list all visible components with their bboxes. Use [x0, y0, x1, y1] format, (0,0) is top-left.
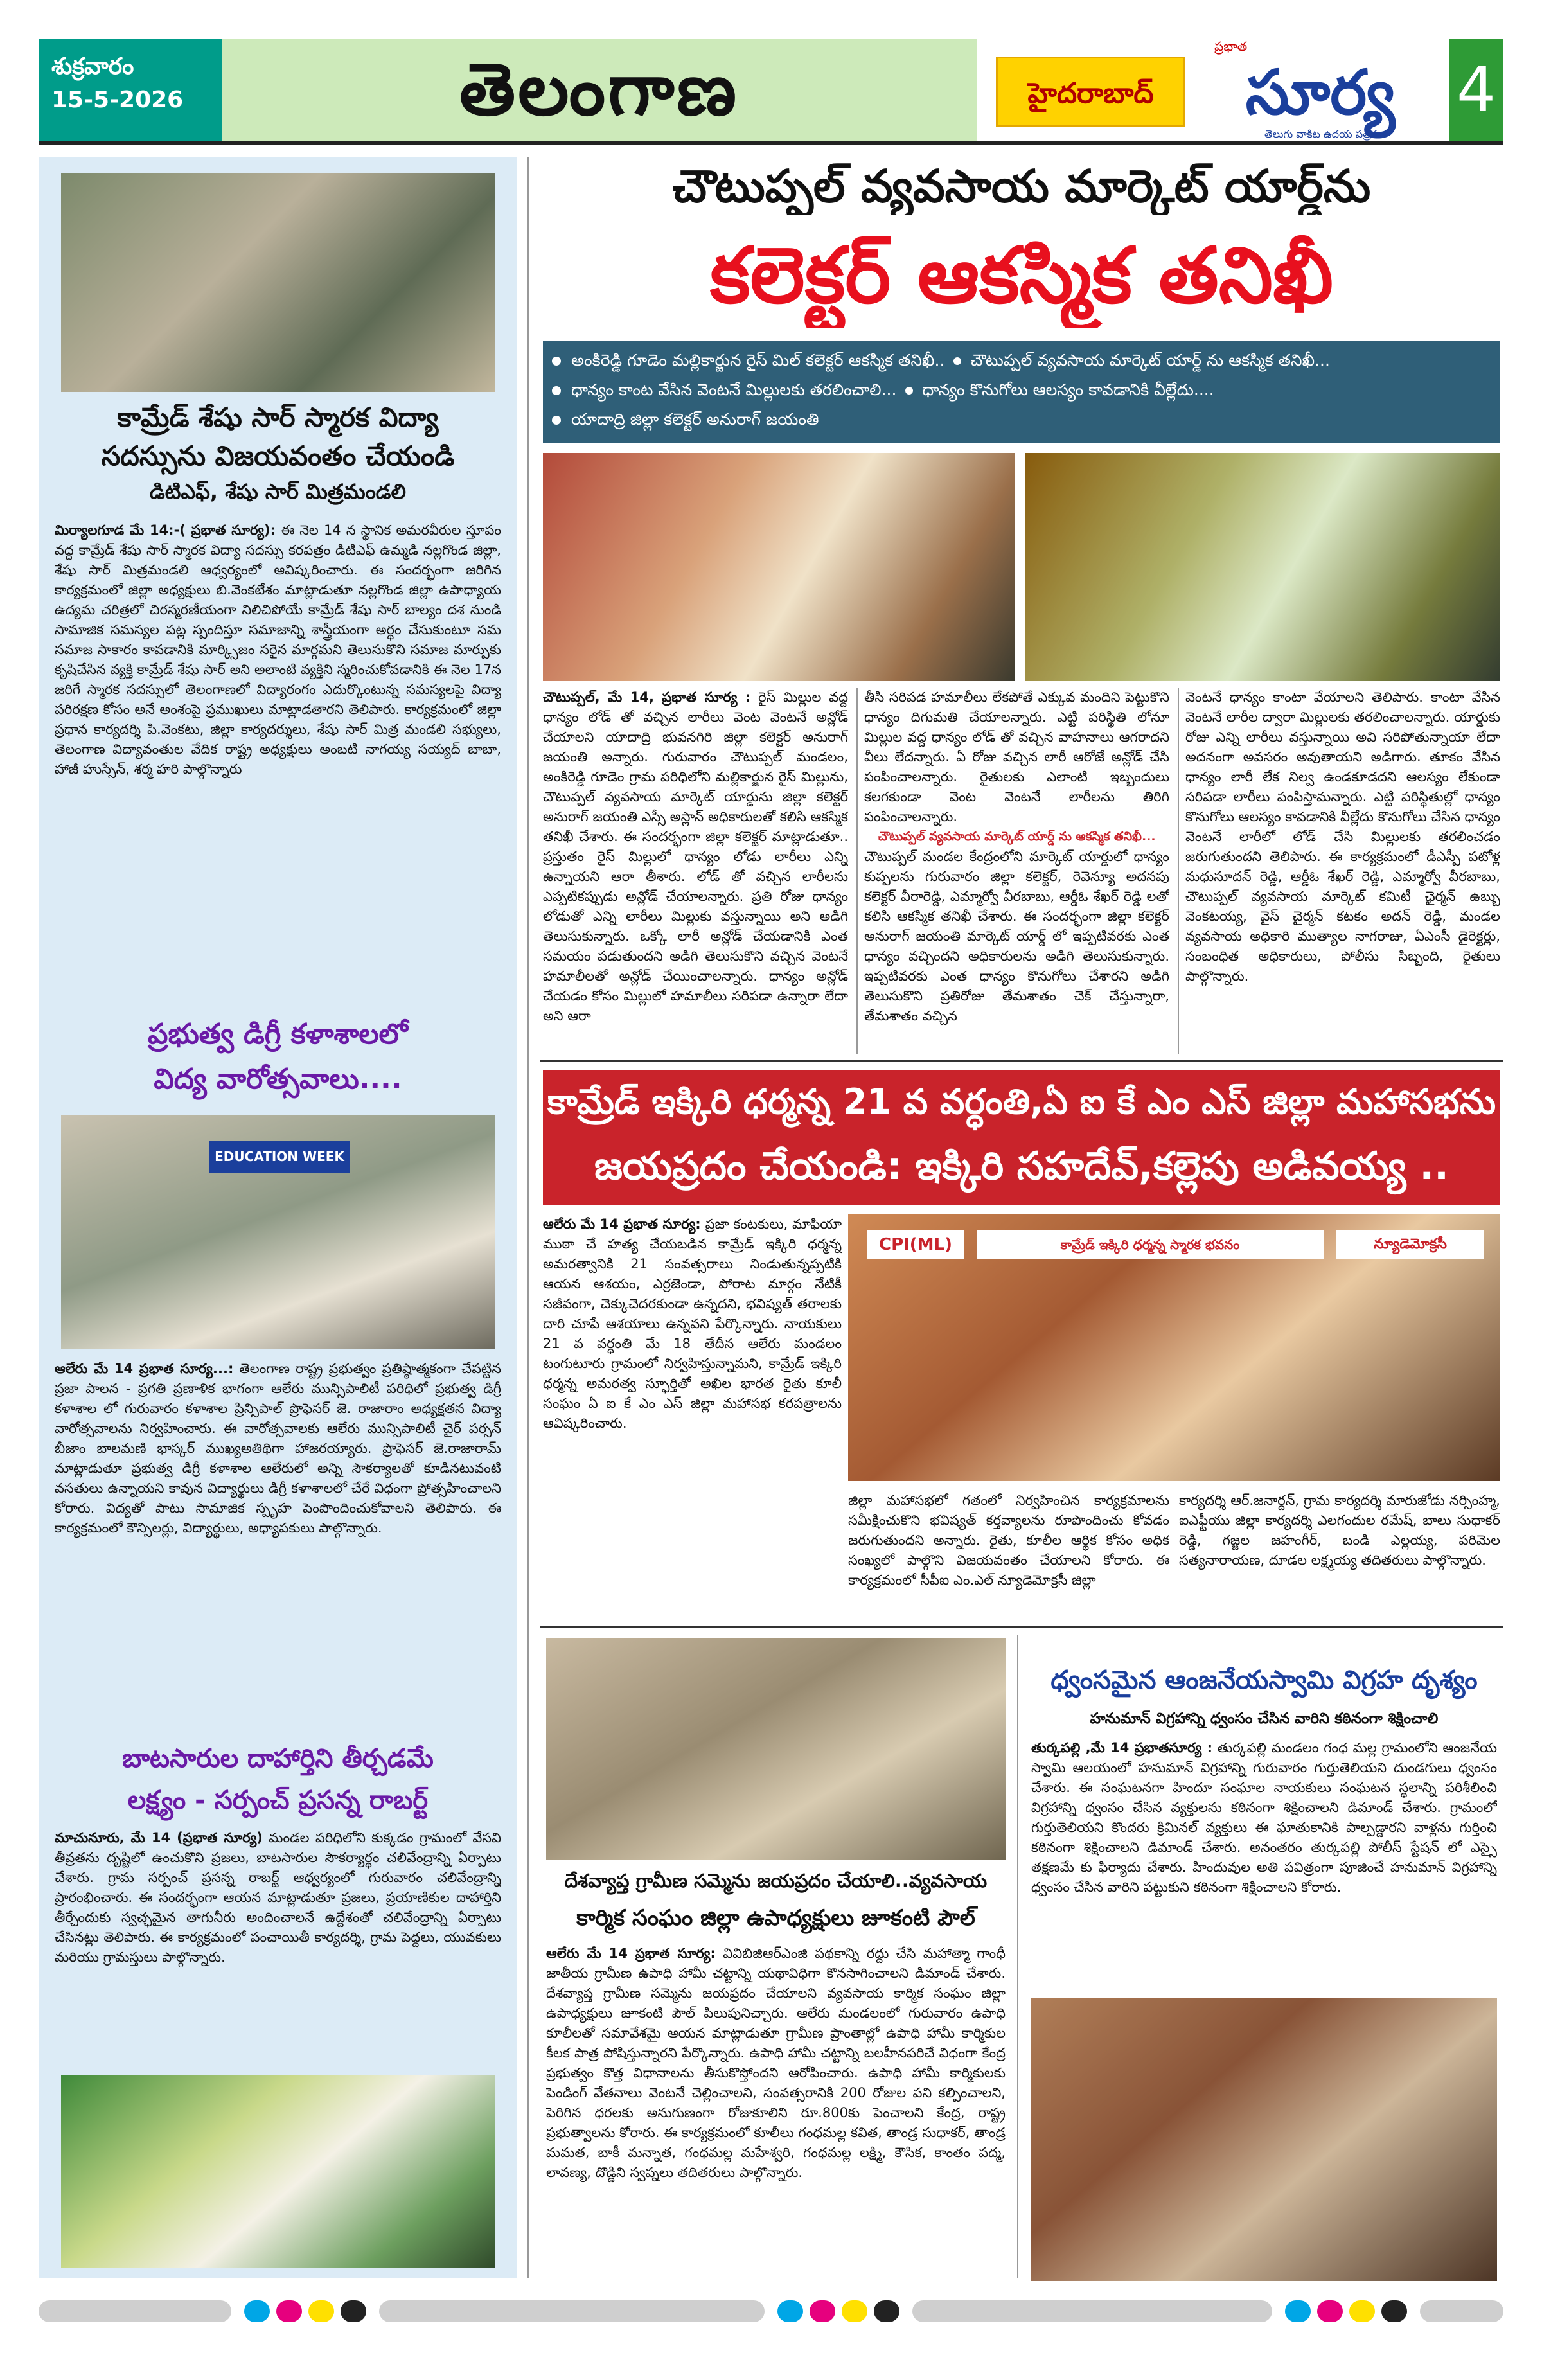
comrade-byline: ఆలేరు మే 14 ప్రభాత సూర్య:	[543, 1216, 701, 1232]
comrade-headline-line2: జయప్రదం చేయండి: ఇక్కిరి సహదేవ్,కల్లెపు అడివయ్య ..	[594, 1144, 1449, 1189]
issue-date: 15-5-2026	[51, 87, 184, 113]
registration-magenta	[276, 2300, 302, 2322]
page-number: 4	[1449, 39, 1503, 141]
lead-byline: చౌటుప్పల్, మే 14, ప్రభాత సూర్య :	[543, 689, 751, 705]
registration-cyan	[244, 2300, 270, 2322]
comrade-headline-banner	[543, 1070, 1500, 1205]
lead-headline-line2: కలెక్టర్ ఆకస్మిక తనిఖీ	[709, 231, 1334, 321]
registration-magenta	[810, 2300, 835, 2322]
comrade-column-1	[543, 1214, 842, 1616]
registration-bar	[379, 2300, 765, 2322]
news-photo-rice-mill	[543, 453, 1015, 681]
highlight-item: యాదాద్రి జిల్లా కలెక్టర్ అనురాగ్ జయంతి	[571, 410, 819, 429]
news-photo-rural-workers	[546, 1638, 1006, 1860]
left-column	[39, 157, 517, 2278]
lead-text-2b: చౌటుప్పల్ మండల కేంద్రంలోని మార్కెట్ యార్డులో ధాన్యం కుప్పలను గురువారం జిల్లా కలెక్టర్, రెవెన్యూ అదనపు కలెక్టర్ వీరారెడ్డి, ఎమ్మార్వో వీరబాబు, ఆర్డీఓ శేఖర్ రెడ్డి లతో కలిసి ఆకస్మిక తనిఖీ చేశారు. ఈ సందర్భంగా జిల్లా కలెక్టర్ అనురాగ్ జయంతి మార్కెట్ యార్డ్ లో ఇప్పటివరకు ఎంత ధాన్యం వచ్చిందని అధికారులను అడిగి తెలుసుకున్నారు. ఇప్పటివరకు ఎంత ధాన్యం కొనుగోలు చేశారని అడిగి తెలుసుకొని ప్రతిరోజు తేమశాతం చెక్ చేస్తున్నారా, తేమశాతం వచ్చిన	[864, 849, 1169, 1024]
photo-banner-text: EDUCATION WEEK	[209, 1141, 350, 1173]
photo-sign-building: కామ్రేడ్ ఇక్కిరి ధర్మన్న స్మారక భవనం	[977, 1230, 1324, 1259]
newspaper-logo	[1195, 39, 1446, 141]
print-registration-strip	[39, 2300, 1503, 2322]
news-photo-education-week	[61, 1115, 495, 1349]
registration-bar	[1420, 2300, 1503, 2322]
column-rule	[1017, 1635, 1018, 2278]
news-photo-memorial	[61, 173, 495, 392]
date-block	[39, 39, 222, 141]
comrade-column-3	[1179, 1491, 1500, 1619]
lead-column-2	[864, 688, 1169, 1057]
registration-black	[1381, 2300, 1407, 2322]
comrade-headline-line1: కామ్రేడ్ ఇక్కిరి ధర్మన్న 21 వ వర్ధంతి,ఏ ఐ కే ఎం ఎస్ జిల్లా మహాసభను	[547, 1081, 1496, 1122]
registration-cyan	[1285, 2300, 1311, 2322]
news-photo-water-stall	[61, 2075, 495, 2268]
story3-body	[55, 1828, 501, 2066]
story2-headline-line2: విద్య వారోత్సవాలు....	[154, 1063, 402, 1096]
story1-text: ఈ నెల 14 న స్థానిక అమరవీరుల స్తూపం వద్ద కామ్రేడ్ శేషు సార్ స్మారక విద్యా సదస్సు కరపత్రం డిటిఎఫ్ ఉమ్మడి నల్లగొండ జిల్లా, శేషు సార్ మిత్రమండలి ఆధ్వర్యంలో ఆవిష్కరించారు. ఈ సందర్భంగా జరిగిన కార్యక్రమంలో జిల్లా అధ్యక్షులు బి.వెంకటేశం మాట్లాడుతూ నల్లగొండ జిల్లా ఉపాధ్యాయ ఉద్యమ చరిత్రలో చిరస్మరణీయంగా నిలిచిపోయే కామ్రేడ్ శేషు సార్ బాల్యం దశ నుండి సామాజిక సమస్యల పట్ల స్పందిస్తూ సమాజాన్ని శాస్త్రీయంగా అర్థం చేసుకుంటూ సమ సమాజ సాకారం కావడానికి మార్క్సిజం సరైన మార్గమని తెలుసుకొని సమాజ మార్పుకు కృషిచేసిన వ్యక్తి కామ్రేడ్ శేషు సార్ అని అలాంటి వ్యక్తిని స్మరించుకోవడానికి ఈ నెల 17న జరిగే స్మారక సదస్సులో తెలంగాణలో విద్యారంగం ఎదుర్కొంటున్న సమస్యలపై విద్యా పరిరక్షణ కోసం అనే అంశంపై ప్రముఖులు మాట్లాడతారని తెలిపారు. కార్యక్రమంలో జిల్లా ప్రధాన కార్యదర్శి పి.వెంకటు, జిల్లా కార్యదర్శులు, శేషు సార్ మిత్ర మండలి సభ్యులు, తెలంగాణ విద్యావంతుల వేదిక రాష్ట్ర అధ్యక్షులు అంబటి నాగయ్య సయ్యద్ బాబా, హాజీ హుస్సేన్, శర్మ హరి పాల్గొన్నారు	[55, 522, 501, 777]
registration-yellow	[1349, 2300, 1375, 2322]
logo-name: సూర్య	[1245, 57, 1396, 129]
section-divider	[540, 1626, 1503, 1628]
highlight-item: ధాన్యం కాంట వేసిన వెంటనే మిల్లులకు తరలించాలి...	[571, 380, 897, 399]
lead-column-1	[543, 688, 848, 1057]
story2-headline-line1: ప్రభుత్వ డిగ్రీ కళాశాలలో	[148, 1018, 408, 1051]
comrade-text-2: జిల్లా మహాసభలో గతంలో నిర్వహించిన కార్యక్రమాలను సమీక్షించుకొని భవిష్యత్ కర్తవ్యాలను రూపొందించు కోవడం జరుగుతుందని అన్నారు. రైతు, కూలీల ఆర్థిక కోసం అధిక సంఖ్యలో పాల్గొని విజయవంతం చేయాలని కోరారు. ఈ కార్యక్రమంలో సీపీఐ ఎం.ఎల్ న్యూడెమోక్రసీ జిల్లా	[848, 1493, 1169, 1588]
highlight-row-3	[552, 405, 1491, 434]
logo-prefix: ప్రభాత	[1214, 39, 1248, 54]
temple-headline: ధ్వంసమైన ఆంజనేయస్వామి విగ్రహ దృశ్యం	[1050, 1665, 1478, 1695]
highlight-row-1	[552, 346, 1491, 375]
city-tag: హైదరాబాద్	[996, 57, 1185, 127]
column-rule	[1178, 688, 1179, 1054]
story1-headline-line1: కామ్రేడ్ శేషు సార్ స్మారక విద్యా	[117, 402, 439, 433]
news-photo-memorial-building	[848, 1214, 1500, 1481]
village-headline-line2: కార్మిక సంఘం జిల్లా ఉపాధ్యక్షులు జూకంటి పౌల్	[576, 1905, 975, 1931]
temple-text: తుర్కపల్లి మండలం గంధ మల్ల గ్రామంలోని ఆంజనేయ స్వామి ఆలయంలో హనుమాన్ విగ్రహాన్ని గురువారం గుర్తుతెలియని దుండగులు ధ్వంసం చేశారు. ఈ సంఘటనగా హిందూ సంఘాల నాయకులు సంఘటన స్థలాన్ని పరిశీలించి విగ్రహాన్ని ధ్వంసం చేసిన వ్యక్తులను కఠినంగా శిక్షించాలని డిమాండ్ చేశారు. గ్రామంలో గుర్తుతెలియని కొందరు క్రిమినల్ వ్యక్తులు ఈ ఘాతుకానికి పాల్పడ్డారని వాళ్లను గుర్తించి కఠినంగా శిక్షించాలని డిమాండ్ చేశారు. అనంతరం తుర్కపల్లి పోలీస్ స్టేషన్ లో ఎస్సై తక్షణమే కు ఫిర్యాదు చేశారు. హిందువుల అతి పవిత్రంగా పూజించే హనుమాన్ విగ్రహాన్ని ధ్వంసం చేసిన వారిని పట్టుకుని కఠినంగా శిక్షించాలని కోరారు.	[1031, 1740, 1497, 1895]
temple-subhead: హనుమాన్ విగ్రహాన్ని ధ్వంసం చేసిన వారిని కఠినంగా శిక్షించాలి	[1090, 1710, 1439, 1727]
lead-text-2: తీసి సరిపడ హమాలీలు లేకపోతే ఎక్కువ మందిని పెట్టుకొని ధాన్యం దిగుమతి చేయాలన్నారు. ఎట్టి పరిస్థితి లోనూ మిల్లుల వద్ద ధాన్యం లోడ్ తో వచ్చిన వాహనాలు ఆగరాదని వీలు లేదన్నారు. ఏ రోజు వచ్చిన లారీ ఆరోజే అన్లోడ్ చేసి పంపించాలన్నారు. రైతులకు ఎలాంటి ఇబ్బందులు కలగకుండా వెంట వెంటనే లారీలను తిరిగి పంపించాలన్నారు.	[864, 689, 1169, 824]
highlight-item: చౌటుప్పల్ వ్యవసాయ మార్కెట్ యార్డ్ ను ఆకస్మిక తనిఖీ...	[970, 351, 1330, 369]
lead-column-3	[1185, 688, 1500, 1057]
comrade-text-3: కార్యదర్శి ఆర్.జనార్దన్, గ్రామ కార్యదర్శి మారుజోడు నర్సింహ్మ, ఐఎఫ్టీయు జిల్లా కార్యదర్శి ఎలగందుల రమేష్, బాలు సుధాకర్ రెడ్డి, గజ్జల జహంగీర్, బండి ఎల్లయ్య, పరిమెల సత్యనారాయణ, దూడల లక్ష్మయ్య తదితరులు పాల్గొన్నారు.	[1179, 1493, 1500, 1568]
lead-text-1: రైస్ మిల్లుల వద్ద ధాన్యం లోడ్ తో వచ్చిన లారీలు వెంట వెంటనే అన్లోడ్ చేయాలని యాదాద్రి భువనగిరి జిల్లా కలెక్టర్ అనురాగ్ జయంతి అన్నారు. గురువారం చౌటుప్పల్ మండలం, అంకిరెడ్డి గూడెం గ్రామ పరిధిలోని మల్లికార్జున రైస్ మిల్లును, చౌటుప్పల్ వ్యవసాయ మార్కెట్ యార్డును జిల్లా కలెక్టర్ అనురాగ్ జయంతి ఎస్సీ అస్లాన్ అధికారులతో కలిసి ఆకస్మిక తనిఖీ చేశారు. ఈ సందర్భంగా జిల్లా కలెక్టర్ మాట్లాడుతూ.. ప్రస్తుతం రైస్ మిల్లులో ధాన్యం లోడు లారీలు ఎన్ని ఉన్నాయని ఆరా తీశారు. లోడ్ తో వచ్చిన లారీలను ఎప్పటికప్పుడు అన్లోడ్ చేయాలన్నారు. ప్రతి రోజు ధాన్యం లోడుతో ఎన్ని లారీలు మిల్లుకు వస్తున్నాయి అని అడిగి తెలుసుకున్నారు. ఒక్కో లారీ అన్లోడ్ చేయడానికి ఎంత సమయం పడుతుందని అడిగి తెలుసుకొని వచ్చిన వెంటనే హమాలీలతో అన్లోడ్ చేయించాలన్నారు. ధాన్యం అన్లోడ్ చేయడం కోసం మిల్లులో హమాలీలు సరిపడా ఉన్నారా లేదా అని ఆరా	[543, 689, 848, 1024]
temple-body	[1031, 1738, 1497, 1992]
photo-sign-party: CPI(ML)	[867, 1230, 964, 1259]
weekday: శుక్రవారం	[51, 53, 134, 80]
registration-yellow	[308, 2300, 334, 2322]
column-rule	[856, 688, 858, 1054]
bullet-icon	[552, 386, 561, 395]
highlight-item: అంకిరెడ్డి గూడెం మల్లికార్జున రైస్ మిల్ కలెక్టర్ ఆకస్మిక తనిఖీ..	[571, 351, 945, 369]
registration-bar	[912, 2300, 1272, 2322]
registration-black	[874, 2300, 900, 2322]
bullet-icon	[552, 357, 561, 366]
registration-yellow	[842, 2300, 867, 2322]
temple-byline: తుర్కపల్లి ,మే 14 ప్రభాతసూర్య :	[1031, 1740, 1212, 1755]
bullet-icon	[905, 387, 913, 395]
story1-byline: మిర్యాలగూడ మే 14:-( ప్రభాత సూర్య):	[55, 522, 276, 538]
registration-magenta	[1317, 2300, 1343, 2322]
village-body	[546, 1944, 1006, 2278]
story1-subhead: డిటిఎఫ్, శేషు సార్ మిత్రమండలి	[150, 479, 406, 504]
lead-text-3: వెంటనే ధాన్యం కాంటా వేయాలని తెలిపారు. కాంటా వేసిన వెంటనే లారీల ద్వారా మిల్లులకు తరలించాలన్నారు. యార్డుకు రోజు ఎన్ని లారీలు వస్తున్నాయి అవి సరిపోతున్నాయా లేదా అదనంగా అవసరం అవుతాయని అడిగారు. తూకం వేసిన ధాన్యం లారీ లేక నిల్వ ఉండకూడదని ఆలస్యం లేకుండా సరిపడా లారీలు పంపిస్తామన్నారు. ఎట్టి పరిస్థితుల్లో ధాన్యం కొనుగోలు ఆలస్యం కావడానికి వీల్లేదు కొనుగోలు చేసిన ధాన్యం వెంటనే లారీలో లోడ్ చేసి మిల్లులకు తరలించడం జరుగుతుందని తెలిపారు. ఈ కార్యక్రమంలో డీఎస్పీ పటోళ్ల మధుసూదన్ రెడ్డి, ఆర్డీఓ శేఖర్ రెడ్డి, ఎమ్మార్వో వీరబాబు, చౌటుప్పల్ వ్యవసాయ మార్కెట్ కమిటీ ఛైర్మన్ ఉబ్బు వెంకటయ్య, వైస్ చైర్మన్ కటకం అదన్ రెడ్డి, మండల వ్యవసాయ అధికారి ముత్యాల నాగరాజు, ఏఎంసీ డైరెక్టర్లు, సంబంధిత అధికారులు, పోలీసు సిబ్బంది, రైతులు పాల్గొన్నారు.	[1185, 689, 1500, 984]
comrade-text-1: ప్రజా కంటకులు, మాఫియా ముఠా చే హత్య చేయబడిన కామ్రేడ్ ఇక్కిరి ధర్మన్న అమరత్వానికి 21 సంవత్సరాలు నిండుతున్నప్పటికి ఆయన ఆశయం, ఎర్రజెండా, పోరాట మార్గం నేటికీ సజీవంగా, చెక్కుచెదరకుండా ఉన్నదని, భవిష్యత్ తరాలకు దారి చూపే ఆశయాలు ఉన్నవని పేర్కొన్నారు. నాయకులు 21 వ వర్ధంతి మే 18 తేదీన ఆలేరు మండలం టంగుటూరు గ్రామంలో నిర్వహిస్తున్నామని, కామ్రేడ్ ఇక్కిరి ధర్మన్న అమరత్వ స్ఫూర్తితో అఖిల భారత రైతు కూలీ సంఘం ఏ ఐ కే ఎం ఎస్ జిల్లా మహాసభ కరపత్రాలను ఆవిష్కరించారు.	[543, 1216, 842, 1431]
story3-byline: మాచునూరు, మే 14 (ప్రభాత సూర్య)	[55, 1830, 263, 1845]
section-title: తెలంగాణ	[222, 39, 977, 141]
village-text: వివిబిజిఆర్ఎంజి పథకాన్ని రద్దు చేసి మహాత్మా గాంధీ జాతీయ గ్రామీణ ఉపాధి హామీ చట్టాన్ని యథావిధిగా కొనసాగించాలని డిమాండ్ చేశారు. దేశవ్యాప్త గ్రామీణ సమ్మెను జయప్రదం చేయాలని వ్యవసాయ కార్మిక సంఘం జిల్లా ఉపాధ్యక్షులు జూకంటి పౌల్ పిలుపునిచ్చారు. ఆలేరు మండలంలో గురువారం ఉపాధి కూలీలతో సమావేశమై ఆయన మాట్లాడుతూ గ్రామీణ ప్రాంతాల్లో ఉపాధి హామీ కార్మికుల కీలక పాత్ర పోషిస్తున్నారని పేర్కొన్నారు. ఉపాధి హామీ చట్టాన్ని బలహీనపరిచే విధంగా కేంద్ర ప్రభుత్వం కొత్త విధానాలను తీసుకొస్తోందని ఆరోపించారు. ఉపాధి హామీ కార్మికులకు పెండింగ్ వేతనాలు వెంటనే చెల్లించాలని, సంవత్సరానికి 200 రోజుల పని కల్పించాలని, పెరిగిన ధరలకు అనుగుణంగా రోజుకూలిని రూ.800కు పెంచాలని కేంద్ర, రాష్ట్ర ప్రభుత్వాలను కోరారు. ఈ కార్యక్రమంలో కూలీలు గంధమల్ల కవిత, తాండ్ర సుధాకర్, తాండ్ర మమత, బాకీ మన్నాత, గంధమల్ల మహేశ్వరి, గంధమల్ల లక్ష్మి, కౌసిక, కాంతం పద్మ, లావణ్య, దొడ్డిని స్వప్నలు తదితరులు పాల్గొన్నారు.	[546, 1946, 1006, 2180]
comrade-column-2	[848, 1491, 1169, 1619]
section-divider	[540, 1060, 1503, 1062]
masthead	[39, 39, 1503, 145]
story2-byline: ఆలేరు మే 14 ప్రభాత సూర్య...:	[55, 1361, 234, 1376]
village-byline: ఆలేరు మే 14 ప్రభాత సూర్య:	[546, 1946, 716, 1961]
highlight-item: ధాన్యం కొనుగోలు ఆలస్యం కావడానికి వీల్లేదు....	[922, 380, 1214, 399]
lead-headline-line1: చౌటుప్పల్ వ్యవసాయ మార్కెట్ యార్డ్‌ను	[672, 160, 1371, 213]
lead-subhead: చౌటుప్పల్ వ్యవసాయ మార్కెట్ యార్డ్ ను ఆకస్మిక తనిఖీ...	[878, 830, 1156, 844]
registration-bar	[39, 2300, 231, 2322]
logo-tagline: తెలుగు వాకిట ఉదయ పత్రిక	[1264, 128, 1376, 140]
news-photo-market-yard	[1025, 453, 1500, 681]
news-photo-damaged-idol	[1031, 1998, 1497, 2281]
story3-headline-line2: లక్ష్యం - సర్పంచ్ ప్రసన్న రాబర్ట్	[127, 1786, 429, 1815]
column-separator	[527, 157, 529, 2278]
story1-headline-line2: సదస్సును విజయవంతం చేయండి	[101, 440, 455, 472]
story2-text: తెలంగాణ రాష్ట్ర ప్రభుత్వం ప్రతిష్ఠాత్మకంగా చేపట్టిన ప్రజా పాలన - ప్రగతి ప్రణాళిక భాగంగా ఆలేరు మున్సిపాలిటీ పరిధిలో ప్రభుత్వ డిగ్రీ కళాశాల లో గురువారం కళాశాల ప్రిన్సిపాల్ ప్రొఫెసర్ జె. రాజారాం అధ్యక్షతన విద్యా వారోత్సవాలను నిర్వహించారు. ఈ వారోత్సవాలకు ఆలేరు మున్సిపాలిటీ చైర్ పర్సన్ బీజాం బాలమణి భాస్కర్ ముఖ్యఅతిథిగా హాజరయ్యారు. ప్రొఫెసర్ జె.రాజారామ్ మాట్లాడుతూ ప్రభుత్వ డిగ్రీ కళాశాల ఆలేరులో అన్ని సౌకర్యాలతో కూడినటువంటి వసతులు ఉన్నాయని కావున విద్యార్థులు డిగ్రీ కళాశాలలో చేరే విధంగా ప్రోత్సహించాలని కోరారు. విద్యతో పాటు సామాజిక స్పృహ పెంపొందించుకోవాలని తెలిపారు. ఈ కార్యక్రమంలో కౌన్సిలర్లు, విద్యార్థులు, అధ్యాపకులు పాల్గొన్నారు.	[55, 1361, 501, 1536]
story3-text: మండల పరిధిలోని కుక్కడం గ్రామంలో వేసవి తీవ్రతను దృష్టిలో ఉంచుకొని ప్రజలు, బాటసారుల సౌకర్యార్థం చలివేంద్రాన్ని ఏర్పాటు చేశారు. గ్రామ సర్పంచ్ ప్రసన్న రాబర్ట్ ఆధ్వర్యంలో గురువారం చలివేంద్రాన్ని ప్రారంభించారు. ఈ సందర్భంగా ఆయన మాట్లాడుతూ ప్రజలు, ప్రయాణికుల దాహార్తిని తీర్చేందుకు స్వచ్ఛమైన తాగునీరు అందించాలనే ఉద్దేశంతో చలివేంద్రాన్ని ఏర్పాటు చేసినట్లు తెలిపారు. ఈ కార్యక్రమంలో పంచాయితీ కార్యదర్శి, గ్రామ పెద్దలు, యువకులు మరియు గ్రామస్తులు పాల్గొన్నారు.	[55, 1830, 501, 1965]
story3-headline-line1: బాటసారుల దాహార్తిని తీర్చడమే	[122, 1744, 434, 1773]
registration-black	[341, 2300, 366, 2322]
highlight-row-2	[552, 375, 1491, 405]
bullet-icon	[552, 416, 561, 425]
lead-highlights-box	[543, 341, 1500, 443]
registration-cyan	[777, 2300, 803, 2322]
photo-sign-newdemocracy: న్యూడెమోక్రసీ	[1336, 1230, 1484, 1259]
bullet-icon	[953, 357, 961, 365]
village-headline-line1: దేశవ్యాప్త గ్రామీణ సమ్మెను జయప్రదం చేయాలి..వ్యవసాయ	[564, 1870, 988, 1892]
